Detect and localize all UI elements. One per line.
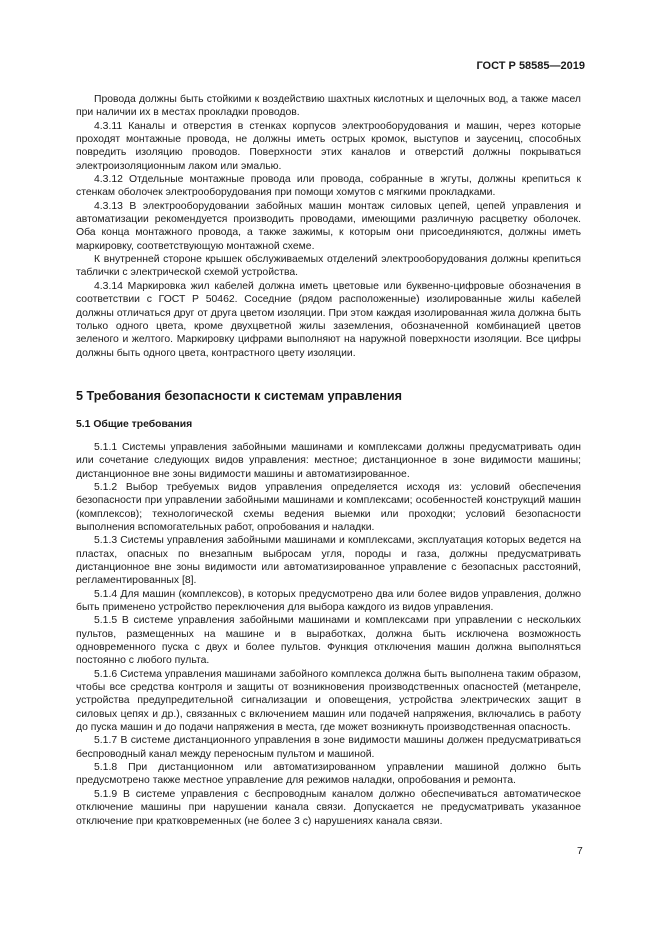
paragraph: К внутренней стороне крышек обслуживаемых отделений электрооборудования должны крепиться таблички с электрической схемой устройства. — [76, 254, 581, 279]
paragraph: Провода должны быть стойкими к воздействию шахтных кислотных и щелочных вод, а также масел при наличии их в местах прокладки проводов. — [76, 94, 581, 119]
paragraph: 4.3.14 Маркировка жил кабелей должна иметь цветовые или буквенно-цифровые обозначения в соответствии с ГОСТ Р 50462. Соседние (рядом расположенные) изолированные жилы кабелей должны отличаться друг от друга цветом изоляции. При этом каждая изолированная жила должна быть только одного цвета, кроме двухцветной жилы заземления, обозначенной комбинацией цветов зеленого и желтого. Маркировку цифрами выполняют на наружной поверхности изоляции. Все цифры должны быть одного цвета, контрастного цвету изоляции. — [76, 280, 581, 359]
paragraph: 5.1.2 Выбор требуемых видов управления определяется исходя из: условий обеспечения безопасности при управлении забойными машинами и комплексами; особенностей конструкций машин (комплексов); технологической схемы ведения выемки или проходки; условий безопасности выполнения вспомогательных работ, опробования и наладки. — [76, 481, 581, 533]
paragraph: 5.1.3 Системы управления забойными машинами и комплексами, эксплуатация которых ведется на пластах, опасных по внезапным выбросам угля, породы и газа, должны предусматривать дистанционное вне зоны видимости или автоматизированное управление с безопасных расстояний, регламентированных [8]. — [76, 535, 581, 587]
document-code: ГОСТ Р 58585—2019 — [476, 60, 585, 72]
paragraph: 4.3.12 Отдельные монтажные провода или провода, собранные в жгуты, должны крепиться к стенкам оболочек электрооборудования при помощи хомутов с мягкими прокладками. — [76, 174, 581, 199]
paragraph: 4.3.13 В электрооборудовании забойных машин монтаж силовых цепей, цепей управления и автоматизации рекомендуется производить проводами, имеющими различную расцветку оболочек. Оба конца монтажного провода, а также зажимы, к которым они присоединяются, должны иметь маркировку, соответствующую монтажной схеме. — [76, 200, 581, 252]
paragraph: 5.1.9 В системе управления с беспроводным каналом должно обеспечиваться автоматическое отключение машины при нарушении канала связи. Допускается не предусматривать указанное отключение при кратковременных (не более 3 с) нарушениях канала связи. — [76, 788, 581, 827]
paragraph: 5.1.5 В системе управления забойными машинами и комплексами при управлении с нескольких пультов, размещенных на машине и в выработках, должна быть исключена возможность одновременного пуска с двух и более пультов. Функция отключения машин должна выполняться постоянно с любого пульта. — [76, 615, 581, 667]
page-number: 7 — [577, 846, 583, 857]
subsection-title: 5.1 Общие требования — [76, 418, 193, 430]
paragraph: 5.1.6 Система управления машинами забойного комплекса должна быть выполнена таким образом, чтобы все средства контроля и защиты от возникновения производственных опасностей (метанреле, устройства предупредительной сигнализации и оповещения, устройства электрических защит в силовых цепях и др.), связанных с включением машин или подачей напряжения, включались в работу до пуска машин и до подачи напряжения в места, где может возникнуть производственная опасность. — [76, 668, 581, 734]
paragraph: 4.3.11 Каналы и отверстия в стенках корпусов электрооборудования и машин, через которые проходят монтажные провода, не должны иметь острых кромок, выступов и заусениц, способных повредить изоляцию проводов. Поверхности этих каналов и отверстий должны покрываться электроизоляционным лаком или эмалью. — [76, 120, 581, 172]
section-title: 5 Требования безопасности к системам управления — [76, 388, 403, 403]
paragraph: 5.1.8 При дистанционном или автоматизированном управлении машиной должно быть предусмотрено также местное управление для режимов наладки, опробования и ремонта. — [76, 762, 581, 787]
paragraph: 5.1.7 В системе дистанционного управления в зоне видимости машины должен предусматриваться беспроводный канал между переносным пультом и машиной. — [76, 735, 581, 760]
paragraph: 5.1.1 Системы управления забойными машинами и комплексами должны предусматривать один или сочетание следующих видов управления: местное; дистанционное в зоне видимости машины; дистанционное вне зоны видимости машины и автоматизированное. — [76, 441, 581, 480]
paragraph: 5.1.4 Для машин (комплексов), в которых предусмотрено два или более видов управления, должно быть применено устройство переключения для выбора каждого из видов управления. — [76, 588, 581, 613]
page-body — [76, 93, 581, 828]
